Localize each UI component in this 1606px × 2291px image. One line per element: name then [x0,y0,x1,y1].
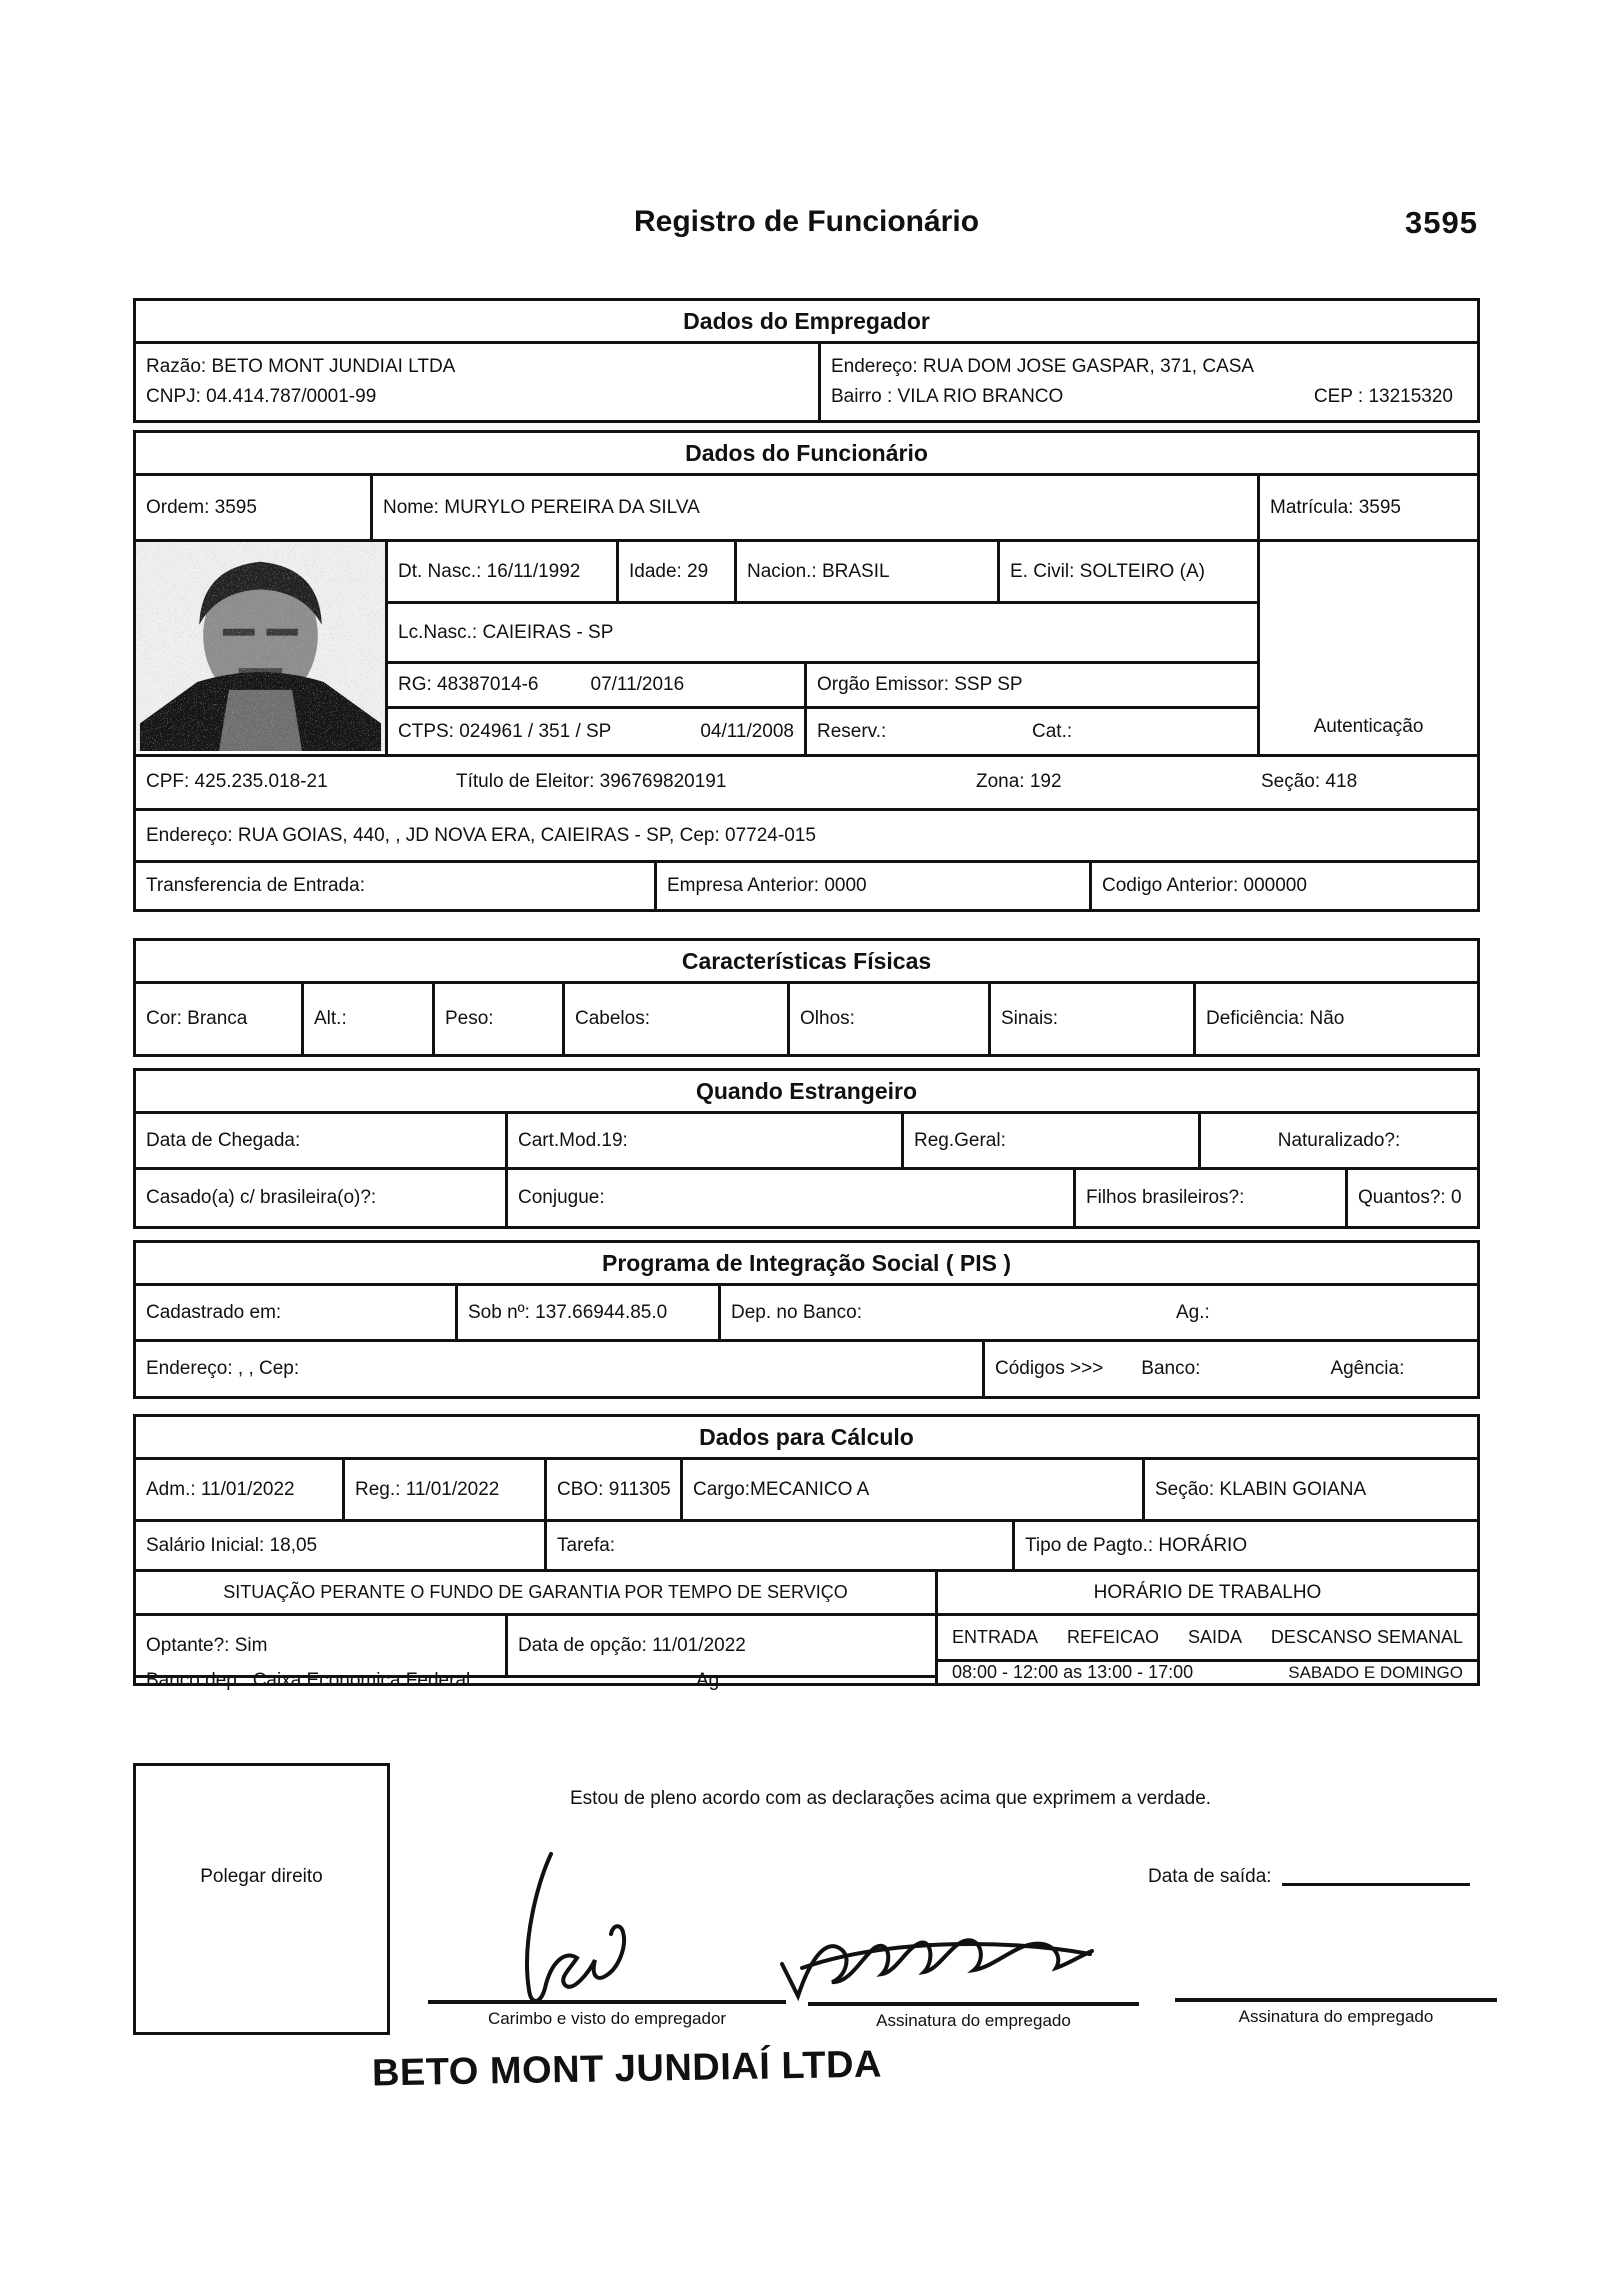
document-number: 3595 [1405,205,1478,240]
field-naturalizado: Naturalizado?: [1277,1129,1401,1151]
section-calculo [133,1414,1480,1691]
employee-photo [136,542,388,754]
fgts-header: SITUAÇÃO PERANTE O FUNDO DE GARANTIA POR TEMPO DE SERVIÇO [136,1572,935,1616]
field-data-opcao: Data de opção: 11/01/2022 [518,1634,746,1656]
empregador-left-cell [136,344,821,420]
thumbprint-label: Polegar direito [200,1866,323,1887]
field-cargo: Cargo:MECANICO A [683,1460,1145,1519]
cpf-row [136,757,1477,811]
document-header [133,205,1480,255]
horario-values [938,1662,1477,1683]
field-banco-dep: Banco dep.: Caixa Economica Federal [146,1669,471,1691]
col-refeicao: REFEICAO [1066,1627,1159,1647]
field-cpf: CPF: 425.235.018-21 [146,771,328,792]
field-tipo-pagto: Tipo de Pagto.: HORÁRIO [1025,1534,1248,1556]
col-saida: SAIDA [1187,1627,1242,1647]
signature-label-empregado-2: Assinatura do empregado [1238,2007,1434,2026]
field-banco: Banco: [1141,1358,1201,1379]
field-codigo-anterior: Codigo Anterior: 000000 [1102,875,1307,896]
field-reg: Reg.: 11/01/2022 [345,1460,547,1519]
field-alt: Alt.: [304,984,435,1054]
autenticacao-label: Autenticação [1313,716,1424,737]
data-saida-blank-line [1282,1883,1470,1886]
field-cat: Cat.: [1032,720,1073,742]
employer-signature [455,1848,645,2018]
col-entrada: ENTRADA [952,1627,1039,1647]
ctps-number: CTPS: 024961 / 351 / SP [398,720,612,742]
horario-header: HORÁRIO DE TRABALHO [938,1572,1477,1616]
field-zona: Zona: 192 [976,771,1062,792]
field-reg-geral: Reg.Geral: [904,1114,1201,1167]
field-pis-endereco: Endereço: , , Cep: [136,1342,985,1396]
field-quantos: Quantos?: 0 [1358,1187,1462,1208]
field-agencia: Agência: [1330,1358,1405,1379]
signature-line-employer [428,2000,786,2029]
section-title-estrangeiro: Quando Estrangeiro [136,1071,1477,1114]
field-codigos: Códigos >>> [995,1358,1104,1379]
section-title-funcionario: Dados do Funcionário [136,433,1477,476]
signature-line-employee-1 [808,2002,1139,2031]
field-optante: Optante?: Sim [136,1616,508,1675]
field-cadastrado-em: Cadastrado em: [136,1286,458,1339]
field-cep: CEP : 13215320 [1313,386,1453,407]
field-peso: Peso: [435,984,565,1054]
autenticacao-cell [1257,542,1477,754]
empregador-right-cell [821,344,1477,420]
field-conjugue: Conjugue: [508,1170,1076,1226]
thumbprint-box [133,1763,390,2035]
field-endereco-funcionario: Endereço: RUA GOIAS, 440, , JD NOVA ERA, CAIEIRAS - SP, Cep: 07724-015 [146,824,816,846]
field-codigos-cell [985,1342,1477,1396]
field-olhos: Olhos: [790,984,991,1054]
field-transferencia: Transferencia de Entrada: [136,863,657,909]
section-dados-empregador [133,298,1480,423]
signature-line-employee-2 [1175,1998,1497,2027]
section-title-pis: Programa de Integração Social ( PIS ) [136,1243,1477,1286]
field-sinais: Sinais: [991,984,1196,1054]
section-caracteristicas [133,938,1480,1057]
data-saida-field [1148,1866,1470,1888]
company-stamp: BETO MONT JUNDIAÍ LTDA [371,2043,883,2095]
field-endereco-empregador: Endereço: RUA DOM JOSE GASPAR, 371, CASA [831,356,1255,377]
field-empresa-anterior: Empresa Anterior: 0000 [657,863,1092,909]
field-nome: Nome: MURYLO PEREIRA DA SILVA [373,476,1260,539]
field-nacion: Nacion.: BRASIL [737,542,1000,601]
field-cabelos: Cabelos: [565,984,790,1054]
field-orgao-emissor: Orgão Emissor: SSP SP [817,674,1023,695]
field-casado: Casado(a) c/ brasileira(o)?: [136,1170,508,1226]
field-matricula: Matrícula: 3595 [1270,496,1401,518]
field-reserv-cat [807,709,1257,754]
field-cart-mod: Cart.Mod.19: [508,1114,904,1167]
descanso-valor: SABADO E DOMINGO [1288,1662,1463,1682]
rg-number: RG: 48387014-6 [398,674,539,695]
field-reserv: Reserv.: [817,720,887,742]
col-descanso: DESCANSO SEMANAL [1270,1627,1463,1647]
field-adm: Adm.: 11/01/2022 [136,1460,345,1519]
field-deficiencia: Deficiência: Não [1206,1008,1345,1029]
employee-signature [770,1912,1110,2012]
field-cbo: CBO: 911305 [547,1460,683,1519]
field-pis-ag: Ag.: [1176,1301,1210,1323]
horario-valor: 08:00 - 12:00 as 13:00 - 17:00 [952,1662,1194,1682]
field-razao: Razão: BETO MONT JUNDIAI LTDA [146,356,456,377]
field-secao-eleitor: Seção: 418 [1261,771,1358,792]
field-ordem: Ordem: 3595 [136,476,373,539]
field-dep-banco: Dep. no Banco: [731,1301,862,1323]
field-estado-civil: E. Civil: SOLTEIRO (A) [1010,560,1205,582]
section-estrangeiro [133,1068,1480,1229]
field-calculo-ag: Ag.: [696,1669,730,1691]
signature-label-carimbo: Carimbo e visto do empregador [487,2009,727,2028]
data-saida-label: Data de saída: [1148,1866,1272,1887]
field-filhos: Filhos brasileiros?: [1076,1170,1348,1226]
field-titulo-eleitor: Título de Eleitor: 396769820191 [456,771,727,792]
signature-label-empregado-1: Assinatura do empregado [876,2011,1071,2030]
section-title-caracteristicas: Características Físicas [136,941,1477,984]
horario-columns [938,1616,1477,1662]
field-bairro: Bairro : VILA RIO BRANCO [831,386,1064,407]
section-pis [133,1240,1480,1399]
section-title-empregador: Dados do Empregador [136,301,1477,344]
field-data-chegada: Data de Chegada: [136,1114,508,1167]
rg-date: 07/11/2016 [590,674,685,695]
field-tarefa: Tarefa: [547,1522,1015,1569]
field-rg [388,664,807,706]
field-sob-no: Sob nº: 137.66944.85.0 [458,1286,721,1339]
field-dep-banco-cell [721,1286,1477,1339]
field-ctps [388,709,807,754]
page-title: Registro de Funcionário [633,205,980,238]
field-idade: Idade: 29 [619,542,737,601]
field-cnpj: CNPJ: 04.414.787/0001-99 [146,386,377,407]
ctps-date: 04/11/2008 [700,720,794,742]
field-cor: Cor: Branca [136,984,304,1054]
field-dt-nasc: Dt. Nasc.: 16/11/1992 [388,542,619,601]
field-lc-nasc: Lc.Nasc.: CAIEIRAS - SP [398,621,614,643]
field-secao-calculo: Seção: KLABIN GOIANA [1155,1478,1367,1500]
field-salario-inicial: Salário Inicial: 18,05 [136,1522,547,1569]
declaration-text: Estou de pleno acordo com as declarações acima que exprimem a verdade. [570,1788,1212,1809]
section-dados-funcionario [133,430,1480,912]
section-title-calculo: Dados para Cálculo [136,1417,1477,1460]
